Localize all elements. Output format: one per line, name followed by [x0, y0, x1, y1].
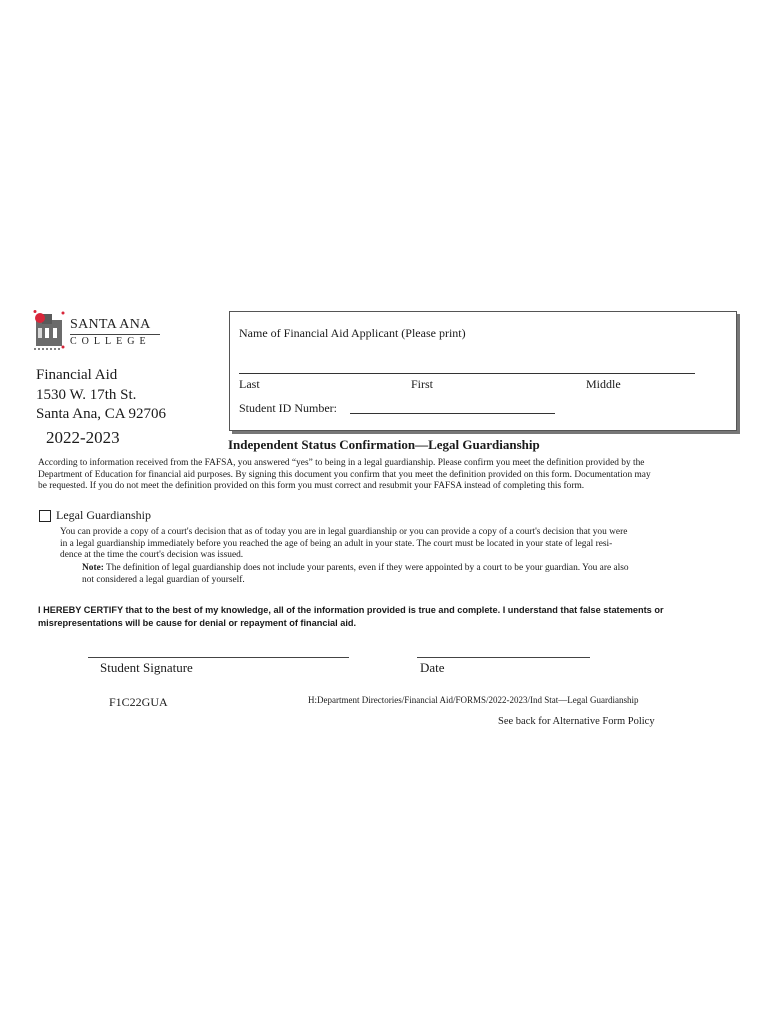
college-name: SANTA ANA	[70, 317, 151, 332]
student-signature-field[interactable]	[88, 657, 349, 658]
description-line: dence at the time the court's decision was issued.	[60, 550, 244, 560]
certification-line: misrepresentations will be cause for denial or repayment of financial aid.	[38, 618, 357, 628]
middle-name-label: Middle	[586, 377, 621, 391]
legal-guardianship-checkbox[interactable]	[39, 510, 51, 522]
certification-statement	[38, 604, 743, 630]
note-text: The definition of legal guardianship does not include your parents, even if they were appointed by a court to be your guardian. You are also	[103, 563, 629, 573]
intro-line: According to information received from the FAFSA, you answered “yes” to being in a legal guardianship. Please confirm you meet the definition provided by the	[38, 458, 645, 468]
file-path: H:Department Directories/Financial Aid/FORMS/2022-2023/Ind Stat—Legal Guardianship	[308, 695, 639, 705]
legal-guardianship-label: Legal Guardianship	[56, 508, 151, 522]
guardianship-note	[82, 563, 748, 586]
intro-line: Department of Education for financial aid purposes. By signing this document you confirm that you meet the definition provided on this form. Documentation may	[38, 469, 651, 480]
first-name-label: First	[411, 377, 434, 391]
college-logo	[32, 310, 162, 354]
student-id-label: Student ID Number:	[239, 401, 337, 415]
guardianship-description	[60, 527, 748, 562]
date-field[interactable]	[417, 657, 590, 658]
date-label: Date	[420, 660, 445, 675]
college-building-icon	[32, 310, 66, 350]
college-subname: COLLEGE	[70, 336, 151, 347]
back-page-note: See back for Alternative Form Policy	[498, 716, 655, 727]
student-id-field[interactable]	[350, 413, 555, 414]
form-code: F1C22GUA	[109, 695, 168, 709]
logo-divider	[70, 334, 160, 335]
last-name-label: Last	[239, 377, 260, 391]
city-address: Santa Ana, CA 92706	[36, 406, 166, 422]
applicant-name-box	[229, 311, 737, 431]
note-text: not considered a legal guardian of yourself.	[82, 574, 245, 585]
certification-line: I HEREBY CERTIFY that to the best of my knowledge, all of the information provided is true and complete. I understand that false statements or	[38, 605, 664, 615]
intro-paragraph	[38, 458, 743, 493]
intro-line: be requested. If you do not meet the definition provided on this form you must correct and resubmit your FAFSA instead of completing this form.	[38, 481, 585, 491]
applicant-name-field[interactable]	[239, 373, 695, 374]
form-title: Independent Status Confirmation—Legal Guardianship	[228, 437, 540, 452]
note-label: Note:	[82, 563, 104, 573]
description-line: in a legal guardianship immediately before you reached the age of being an adult in your state. The court must be located in your state of legal resi-	[60, 538, 613, 549]
award-year: 2022-2023	[46, 428, 120, 447]
applicant-name-heading: Name of Financial Aid Applicant (Please print)	[239, 326, 466, 340]
description-line: You can provide a copy of a court's decision that as of today you are in legal guardianship or you can provide a copy of a court's decision that you were	[60, 527, 628, 537]
street-address: 1530 W. 17th St.	[36, 387, 137, 403]
student-signature-label: Student Signature	[100, 660, 193, 675]
department-name: Financial Aid	[36, 367, 118, 383]
